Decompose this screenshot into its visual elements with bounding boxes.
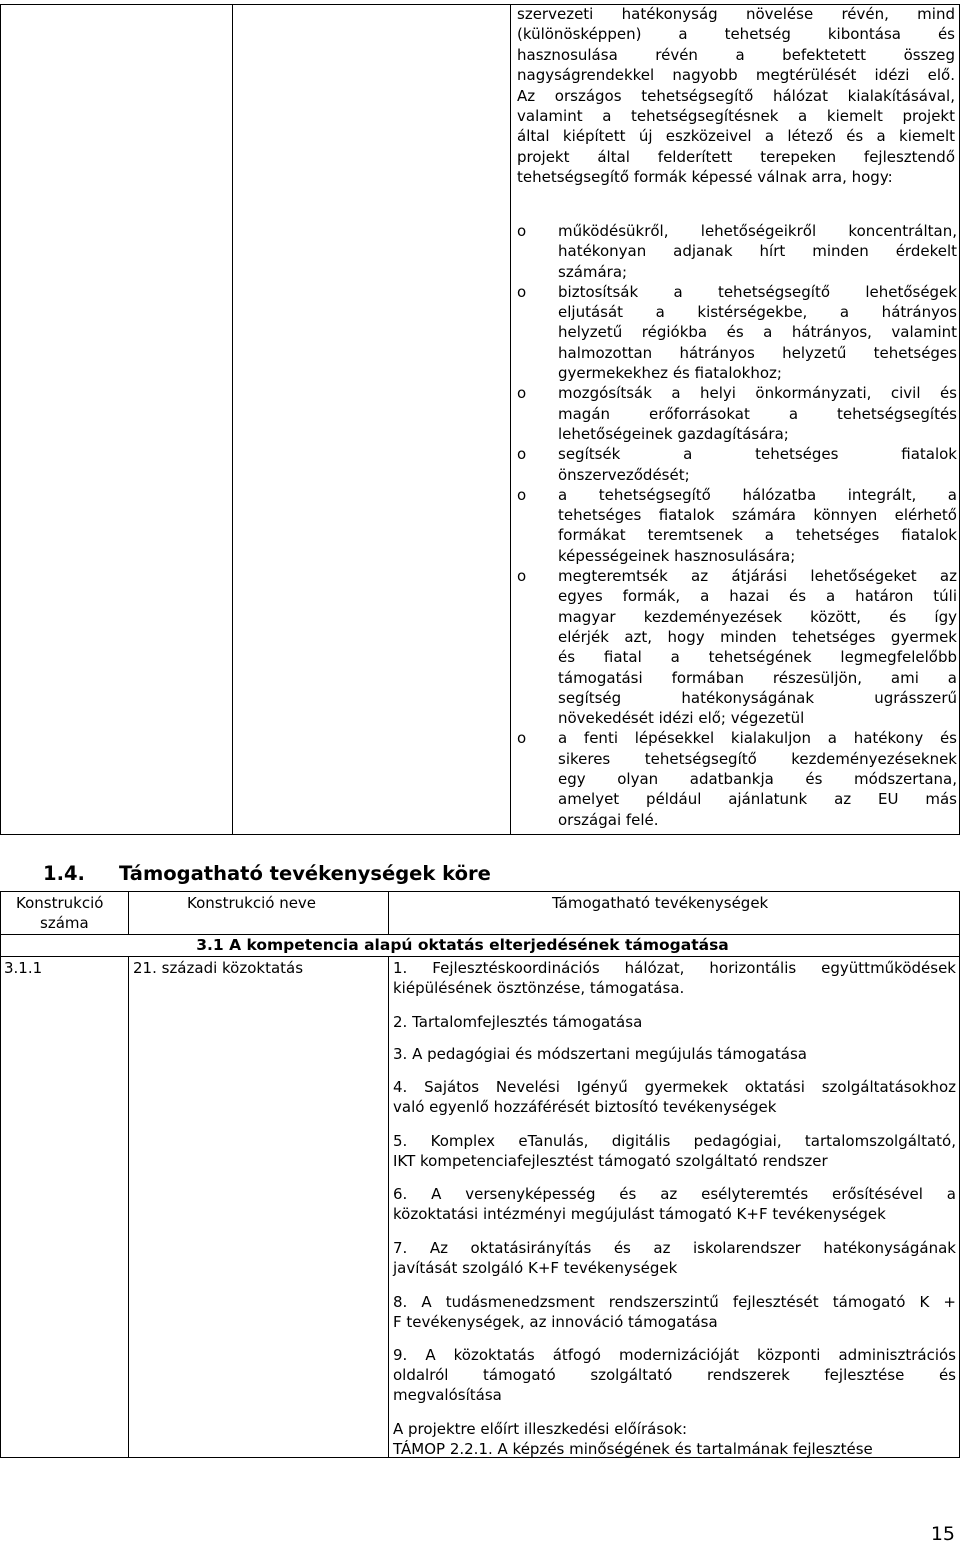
bullet-item: [517, 444, 957, 485]
activity-line: TÁMOP 2.2.1. A képzés minőségének és tartalmának fejlesztése: [393, 1440, 873, 1459]
bullet-line: mozgósítsák a helyi önkormányzati, civil és: [558, 384, 957, 403]
section-number: 1.4.: [43, 862, 85, 885]
table-divider-header-2: [388, 891, 389, 935]
section-heading: [43, 862, 491, 885]
bullet-line: formákat teremtsenek a tehetséges fiatalok: [558, 526, 957, 545]
bullet-line: magán erőforrásokat a tehetségsegítés: [558, 404, 957, 423]
bullet-line: és fiatal a tehetségének legmegfelelőbb: [558, 648, 957, 667]
bullet-line: helyzetű régiókba és a hátrányos, valamint: [558, 323, 957, 342]
top-table-divider-1: [232, 4, 233, 835]
project-requirements: [393, 1419, 956, 1459]
table-subheading: [0, 935, 960, 955]
intro-line: projekt által felderített terepeken fejlesztendő: [517, 147, 955, 166]
activity-line: 5. Komplex eTanulás, digitális pedagógiai, tartalomszolgáltató,: [393, 1132, 956, 1150]
header-construction-name: Konstrukció neve: [187, 894, 317, 912]
bullet-line: tehetséges fiatalok számára könnyen elérhető: [558, 506, 957, 525]
bullet-item: [517, 566, 957, 728]
activity-line: 4. Sajátos Nevelési Igényű gyermekek oktatási szolgáltatásokhoz: [393, 1078, 956, 1096]
intro-line: nagyságrendekkel nagyobb megtérülését idézi elő.: [517, 66, 955, 85]
bullet-line: amelyet például ajánlatunk az EU más: [558, 790, 957, 809]
bullet-line: hatékonyan adjanak hírt minden érdekelt: [558, 242, 957, 261]
bullet-marker: o: [517, 567, 527, 586]
activity-item: [393, 1238, 956, 1278]
activity-line: 3. A pedagógiai és módszertani megújulás támogatása: [393, 1045, 807, 1063]
activity-line: 2. Tartalomfejlesztés támogatása: [393, 1013, 643, 1031]
activity-line: 8. A tudásmenedzsment rendszerszintű fejlesztését támogató K +: [393, 1293, 956, 1311]
table-border-left: [0, 891, 1, 1458]
intro-paragraph: [517, 4, 955, 188]
intro-line: hasznosulása révén a befektetett összeg: [517, 45, 955, 64]
bullet-item: [517, 221, 957, 282]
bullet-line: növekedését idézi elő; végezetül: [558, 709, 805, 728]
bullet-line: egy olyan adatbankja és módszertana,: [558, 770, 957, 789]
bullet-marker: o: [517, 222, 527, 240]
header-activities: Támogatható tevékenységek: [552, 894, 769, 912]
intro-line: szervezeti hatékonyság növelése révén, mind: [517, 5, 955, 23]
bullet-line: sikeres tehetségsegítő kezdeményezéseknek: [558, 749, 957, 768]
bullet-line: működésükről, lehetőségeikről koncentráltan,: [558, 222, 957, 240]
activity-line: 7. Az oktatásirányítás és az iskolarendszer hatékonyságának: [393, 1239, 956, 1257]
activity-line: A projektre előírt illeszkedési előírások:: [393, 1420, 688, 1438]
table-divider-body-1: [128, 956, 129, 1458]
activity-line: F tevékenységek, az innováció támogatása: [393, 1313, 718, 1332]
header-construction-number-line1: Konstrukció: [16, 894, 104, 912]
bullet-line: eljutását a kistérségekbe, a hátrányos: [558, 303, 957, 322]
bullet-line: országai felé.: [558, 810, 659, 829]
activity-item: [393, 1044, 956, 1064]
row-name: 21. századi közoktatás: [133, 959, 304, 977]
header-construction-number: [16, 893, 103, 933]
header-construction-number-line2: száma: [40, 914, 89, 932]
bullet-line: a tehetségsegítő hálózatba integrált, a: [558, 485, 957, 504]
activity-line: javítását szolgáló K+F tevékenységek: [393, 1259, 678, 1278]
bullet-line: halmozottan hátrányos helyzetű tehetséges: [558, 343, 957, 362]
activity-line: 6. A versenyképesség és az esélyteremtés erősítésével a: [393, 1185, 956, 1203]
intro-line: valamint a tehetségsegítésnek a kiemelt projekt: [517, 107, 955, 126]
bullet-line: gyermekekhez és fiatalokhoz;: [558, 364, 782, 383]
bullet-marker: o: [517, 384, 527, 403]
intro-line: Az országos tehetségsegítő hálózat kialakításával,: [517, 86, 955, 105]
bullet-line: magyar kezdeményezések között, és így: [558, 607, 957, 626]
bullet-line: egyes formák, a hazai és a határon túli: [558, 587, 957, 606]
activity-line: kiépülésének ösztönzése, támogatása.: [393, 979, 685, 998]
activity-line: megvalósítása: [393, 1386, 502, 1405]
intro-line: (különösképpen) a tehetség kibontása és: [517, 25, 955, 44]
activity-line: közoktatási intézményi megújulást támogató K+F tevékenységek: [393, 1205, 886, 1224]
activity-item: [393, 1012, 956, 1032]
row-number: 3.1.1: [4, 959, 43, 977]
bullet-line: megteremtsék az átjárási lehetőségeket az: [558, 567, 957, 586]
activity-item: [393, 1131, 956, 1171]
table-border-top: [0, 891, 960, 892]
top-table-divider-2: [510, 4, 511, 835]
activity-line: oldalról támogató szolgáltató rendszerek fejlesztése és: [393, 1366, 956, 1385]
bullet-line: támogatási formában részesüljön, ami a: [558, 668, 957, 687]
activity-line: való egyenlő hozzáférését biztosító tevékenységek: [393, 1098, 777, 1117]
bullet-list: [517, 221, 957, 830]
intro-line: által kiépített új eszközeivel a létező és a kiemelt: [517, 127, 955, 146]
bullet-item: [517, 728, 957, 829]
bullet-line: önszerveződését;: [558, 465, 690, 484]
activity-item: [393, 1345, 956, 1406]
bullet-item: [517, 383, 957, 444]
bullet-marker: o: [517, 282, 527, 301]
bullet-line: segítség hatékonyságának ugrásszerű: [558, 688, 957, 707]
intro-line: tehetségsegítő formák képessé válnak arra, hogy:: [517, 168, 893, 187]
bullet-item: [517, 485, 957, 566]
bullet-line: számára;: [558, 262, 628, 281]
activity-line: 1. Fejlesztéskoordinációs hálózat, horizontális együttműködések: [393, 959, 956, 977]
activity-item: [393, 1292, 956, 1332]
activity-item: [393, 1184, 956, 1224]
activity-line: 9. A közoktatás átfogó modernizációját központi adminisztrációs: [393, 1346, 956, 1364]
table-divider-header-1: [128, 891, 129, 935]
bullet-line: lehetőségeinek gazdagítására;: [558, 424, 789, 443]
section-title: Támogatható tevékenységek köre: [119, 862, 491, 885]
table-divider-body-2: [388, 956, 389, 1458]
activity-line: IKT kompetenciafejlesztést támogató szolgáltató rendszer: [393, 1152, 828, 1171]
top-table-border-left: [0, 4, 1, 835]
bullet-marker: o: [517, 729, 527, 748]
bullet-line: segítsék a tehetséges fiatalok: [558, 445, 957, 464]
bullet-marker: o: [517, 485, 527, 504]
table-subheading-text: 3.1 A kompetencia alapú oktatás elterjedésének támogatása: [196, 936, 729, 954]
bullet-item: [517, 282, 957, 383]
bullet-line: elérjék azt, hogy minden tehetséges gyermek: [558, 627, 957, 646]
bullet-line: a fenti lépésekkel kialakuljon a hatékony és: [558, 729, 957, 748]
bullet-line: biztosítsák a tehetségsegítő lehetőségek: [558, 282, 957, 301]
top-table-border-bottom: [0, 834, 960, 835]
bullet-line: képességeinek hasznosulására;: [558, 546, 796, 565]
bullet-marker: o: [517, 445, 527, 464]
activity-item: [393, 958, 956, 998]
page-number: 15: [930, 1523, 955, 1545]
table-subhead-bottom: [0, 956, 960, 957]
activity-item: [393, 1077, 956, 1117]
